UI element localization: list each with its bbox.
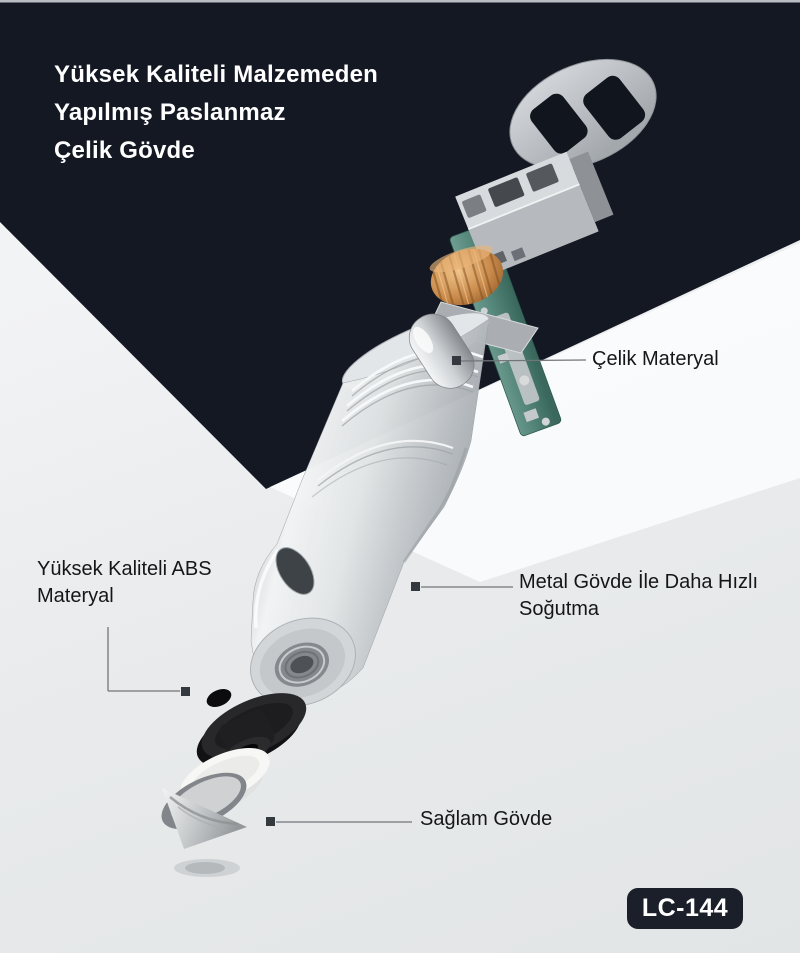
model-badge: LC-144: [627, 888, 743, 929]
callout-abs-material-line-2: Materyal: [37, 585, 114, 607]
headline-line-1: Yüksek Kaliteli Malzemeden: [54, 61, 378, 88]
top-edge-strip: [0, 0, 800, 3]
solid-body-marker: [266, 817, 275, 826]
callout-solid-body-text: Sağlam Gövde: [420, 808, 553, 830]
callout-metal-body-line-1: Metal Gövde İle Daha Hızlı: [519, 571, 758, 593]
headline-line-2: Yapılmış Paslanmaz: [54, 99, 286, 126]
metal-body-marker: [411, 582, 420, 591]
callout-metal-body-line-2: Soğutma: [519, 598, 600, 620]
abs-material-marker: [181, 687, 190, 696]
callout-metal-body: [519, 569, 758, 623]
headline-line-3: Çelik Gövde: [54, 137, 195, 164]
headline: [54, 56, 378, 170]
callout-abs-material: [37, 556, 212, 610]
callout-steel-material-text: Çelik Materyal: [592, 348, 719, 370]
callout-steel-material: [592, 346, 719, 373]
steel-material-marker: [452, 356, 461, 365]
cone-shadow: [174, 859, 240, 877]
callout-abs-material-line-1: Yüksek Kaliteli ABS: [37, 558, 212, 580]
callout-solid-body: [420, 806, 552, 833]
